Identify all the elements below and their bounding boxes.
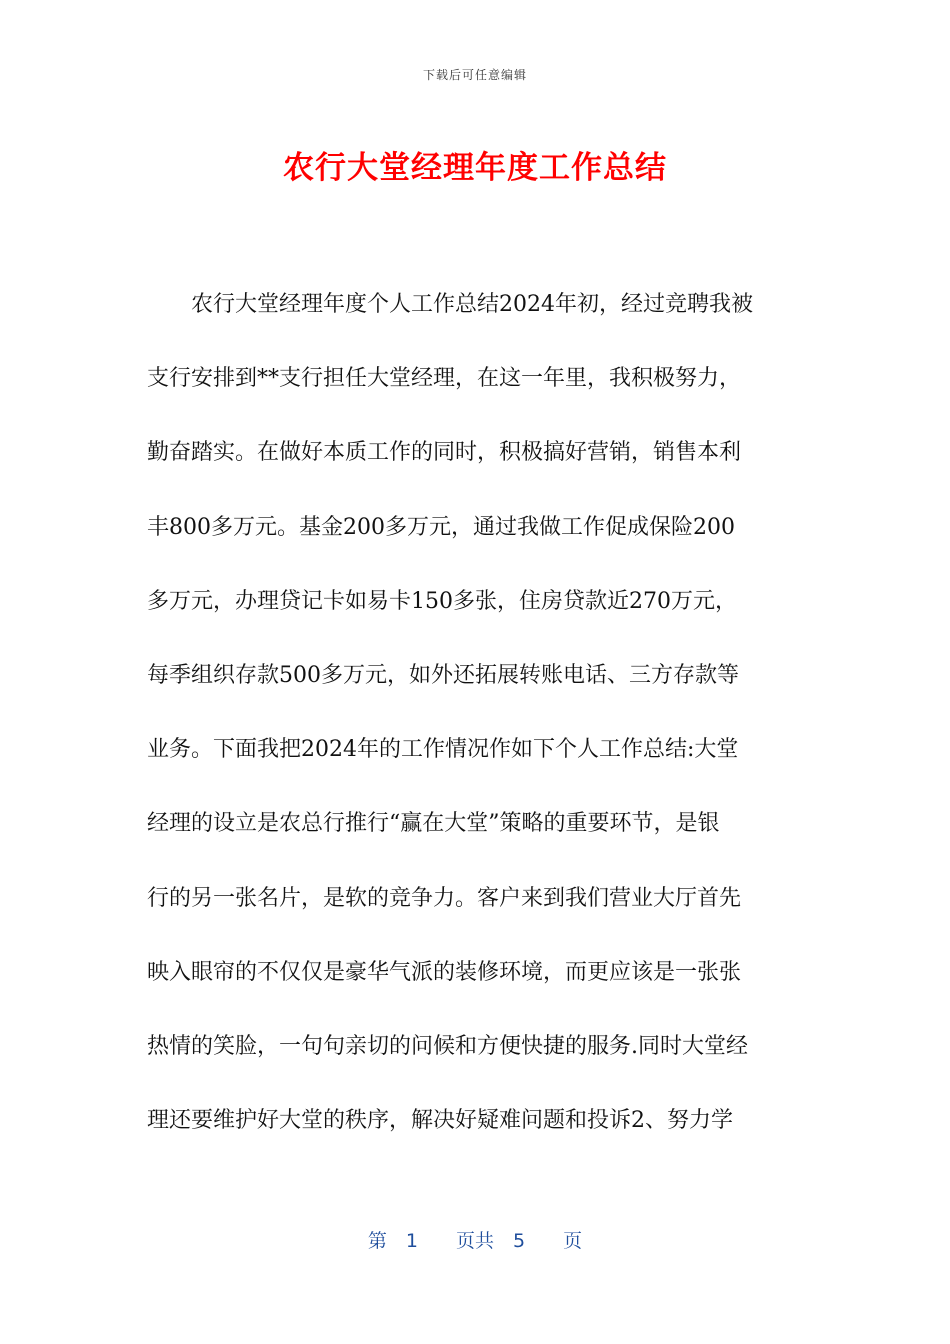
body-line: 每季组织存款500多万元，如外还拓展转账电话、三方存款等	[147, 662, 739, 688]
body-line: 理还要维护好大堂的秩序，解决好疑难问题和投诉2、努力学	[147, 1108, 733, 1134]
body-line: 支行安排到**支行担任大堂经理，在这一年里，我积极努力，	[147, 366, 742, 392]
body-line: 行的另一张名片，是软的竞争力。客户来到我们营业大厅首先	[147, 885, 742, 911]
body-line: 丰800多万元。基金200多万元，通过我做工作促成保险200	[147, 514, 735, 540]
header-note: 下载后可任意编辑	[422, 68, 527, 82]
body-line: 勤奋踏实。在做好本质工作的同时，积极搞好营销，销售本利	[147, 440, 742, 466]
body-line: 业务。下面我把2024年的工作情况作如下个人工作总结:大堂	[147, 737, 739, 763]
body-line: 热情的笑脸，一句句亲切的问候和方便快捷的服务.同时大堂经	[147, 1033, 748, 1059]
body-line: 多万元，办理贷记卡如易卡150多张，住房贷款近270万元，	[147, 588, 737, 614]
document-title: 农行大堂经理年度工作总结	[283, 150, 667, 186]
body-line: 映入眼帘的不仅仅是豪华气派的装修环境，而更应该是一张张	[147, 959, 742, 985]
body-line: 农行大堂经理年度个人工作总结2024年初，经过竞聘我被	[147, 292, 753, 317]
body-text	[147, 268, 807, 1158]
body-line: 经理的设立是农总行推行“赢在大堂”策略的重要环节，是银	[147, 811, 720, 837]
page-footer: 第 1 页共 5 页	[367, 1230, 583, 1252]
